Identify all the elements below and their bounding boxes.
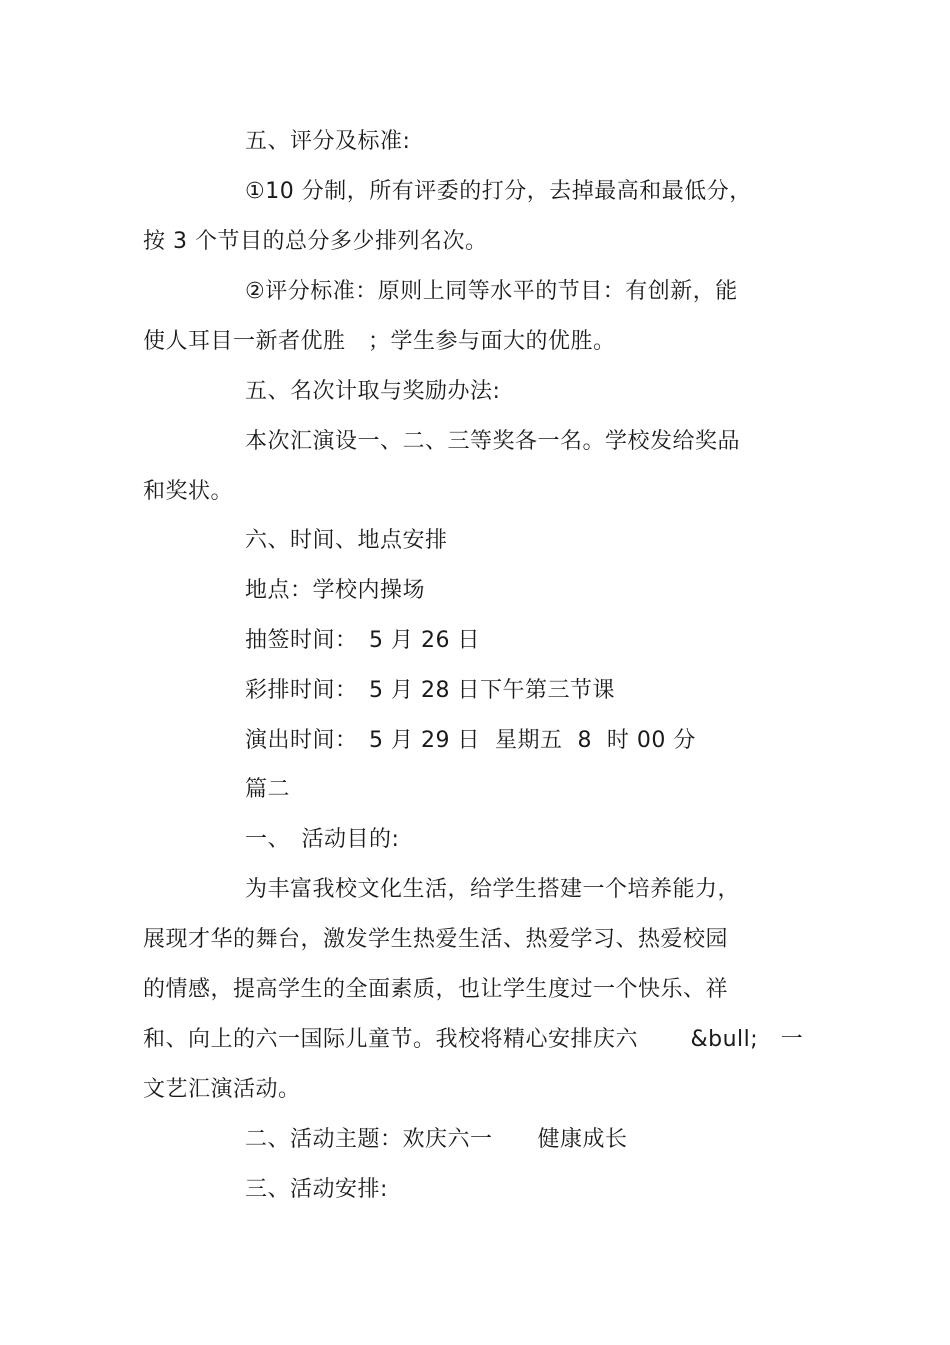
paragraph-line: ①10 分制，所有评委的打分，去掉最高和最低分，: [245, 179, 752, 204]
section-heading-scoring: 五、评分及标准:: [245, 129, 411, 154]
paragraph-line: 使人耳目一新者优胜 ；学生参与面大的优胜。: [143, 329, 616, 354]
part-heading: 篇二: [245, 777, 291, 802]
section-heading-schedule: 六、时间、地点安排: [245, 528, 448, 553]
paragraph-line: 按 3 个节目的总分多少排列名次。: [143, 229, 488, 254]
section-heading-arrangement: 三、活动安排:: [245, 1177, 388, 1202]
section-heading-awards: 五、名次计取与奖励办法:: [245, 379, 501, 404]
paragraph-line: 和奖状。: [143, 479, 234, 504]
paragraph-line: 地点：学校内操场: [245, 578, 426, 603]
paragraph-line: 为丰富我校文化生活，给学生搭建一个培养能力，: [245, 877, 741, 902]
paragraph-line: 演出时间： 5 月 29 日 星期五 8 时 00 分: [245, 728, 696, 753]
section-heading-purpose: 一、 活动目的:: [245, 827, 400, 852]
paragraph-line: 和、向上的六一国际儿童节。我校将精心安排庆六 &bull; 一: [143, 1027, 804, 1052]
paragraph-line: ②评分标准：原则上同等水平的节目：有创新，能: [245, 279, 738, 304]
paragraph-line: 展现才华的舞台，激发学生热爱生活、热爱学习、热爱校园: [143, 927, 729, 952]
paragraph-line: 抽签时间： 5 月 26 日: [245, 628, 480, 653]
paragraph-line: 彩排时间： 5 月 28 日下午第三节课: [245, 678, 615, 703]
paragraph-line: 本次汇演设一、二、三等奖各一名。学校发给奖品: [245, 429, 741, 454]
paragraph-line: 的情感，提高学生的全面素质，也让学生度过一个快乐、祥: [143, 977, 729, 1002]
section-heading-theme: 二、活动主题：欢庆六一 健康成长: [245, 1127, 628, 1152]
paragraph-line: 文艺汇演活动。: [143, 1077, 301, 1102]
